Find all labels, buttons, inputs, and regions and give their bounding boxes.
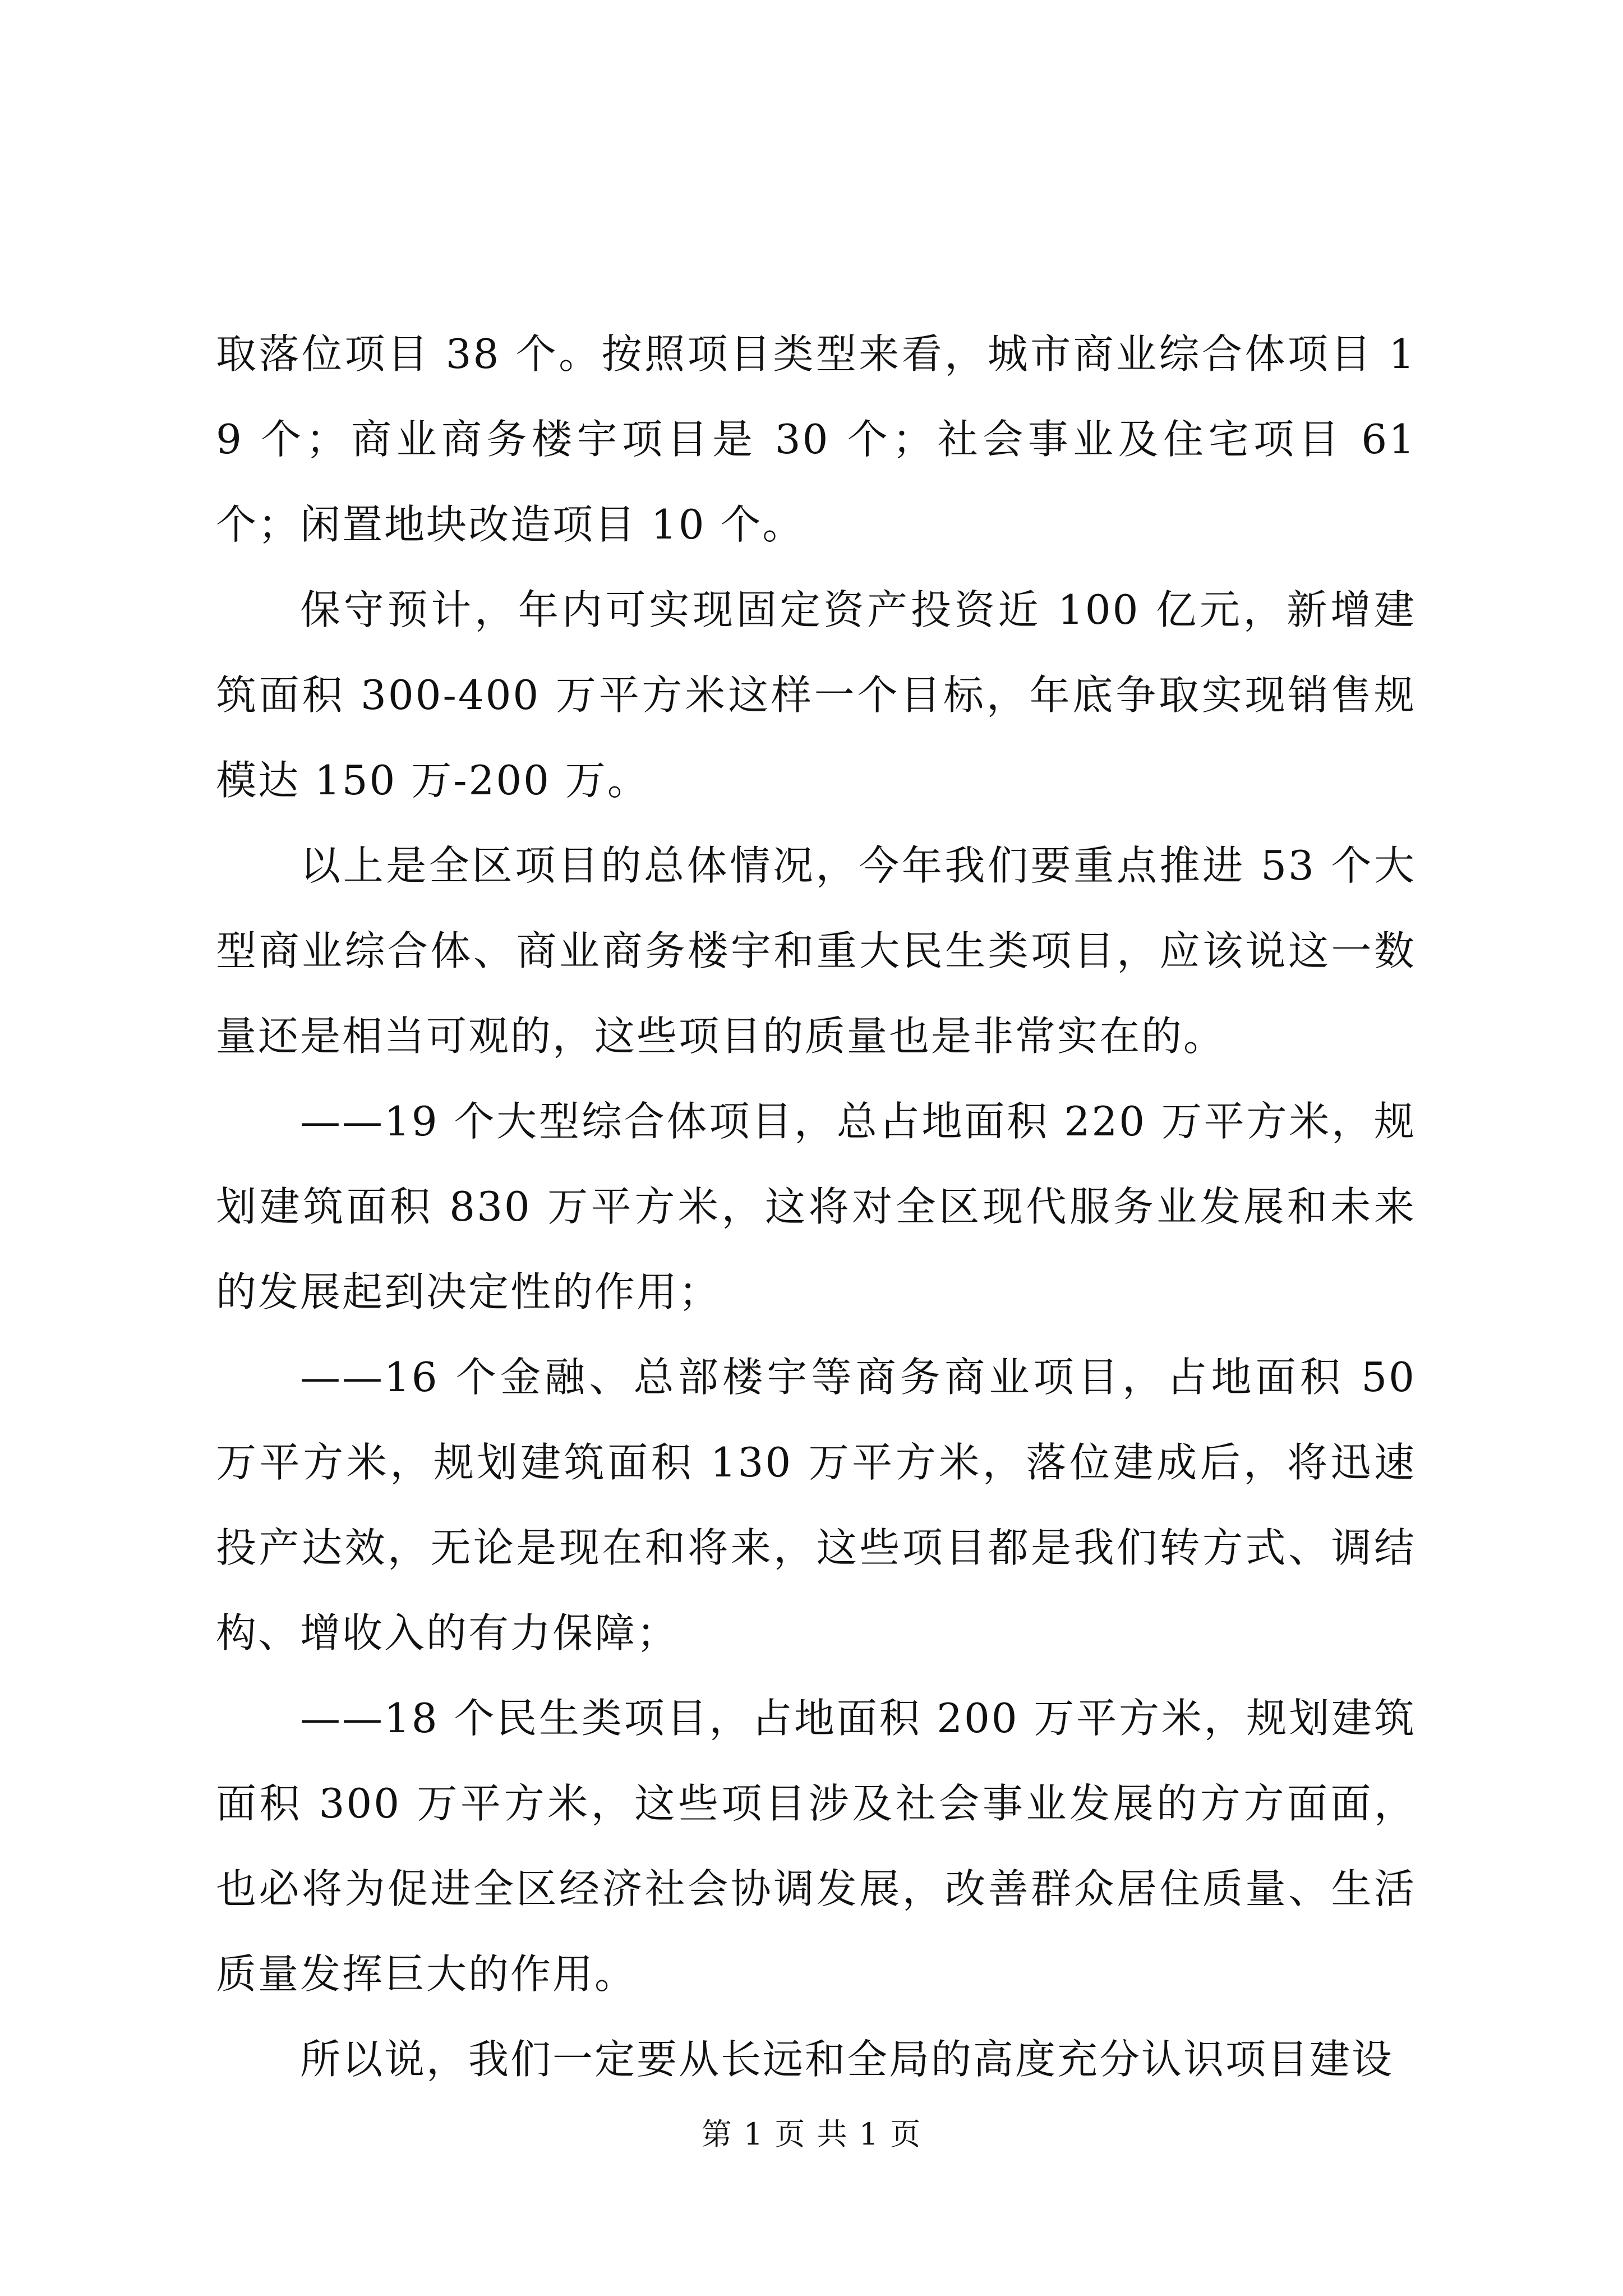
paragraph-5: ——16 个金融、总部楼宇等商务商业项目，占地面积 50 万平方米，规划建筑面积 130 万平方米，落位建成后，将迅速投产达效，无论是现在和将来，这些项目都是我们转方式、调结构、增收入的有力保障；: [216, 1354, 1416, 1657]
paragraph-4: ——19 个大型综合体项目，总占地面积 220 万平方米，规划建筑面积 830 万平方米，这将对全区现代服务业发展和未来的发展起到决定性的作用；: [216, 1098, 1416, 1315]
paragraph-2: 保守预计，年内可实现固定资产投资近 100 亿元，新增建筑面积 300-400 万平方米这样一个目标，年底争取实现销售规模达 150 万-200 万。: [216, 586, 1416, 804]
document-body: [216, 311, 1416, 2102]
paragraph-7: 所以说，我们一定要从长远和全局的高度充分认识项目建设: [300, 2036, 1394, 2083]
paragraph-3: 以上是全区项目的总体情况，今年我们要重点推进 53 个大型商业综合体、商业商务楼宇和重大民生类项目，应该说这一数量还是相当可观的，这些项目的质量也是非常实在的。: [216, 842, 1416, 1060]
paragraph-1: 取落位项目 38 个。按照项目类型来看，城市商业综合体项目 19 个；商业商务楼宇项目是 30 个；社会事业及住宅项目 61 个；闲置地块改造项目 10 个。: [216, 330, 1416, 548]
page-footer: 第 1 页 共 1 页: [701, 2116, 922, 2152]
paragraph-6: ——18 个民生类项目，占地面积 200 万平方米，规划建筑面积 300 万平方米，这些项目涉及社会事业发展的方方面面，也必将为促进全区经济社会协调发展，改善群众居住质量、生活质量发挥巨大的作用。: [216, 1695, 1416, 1998]
